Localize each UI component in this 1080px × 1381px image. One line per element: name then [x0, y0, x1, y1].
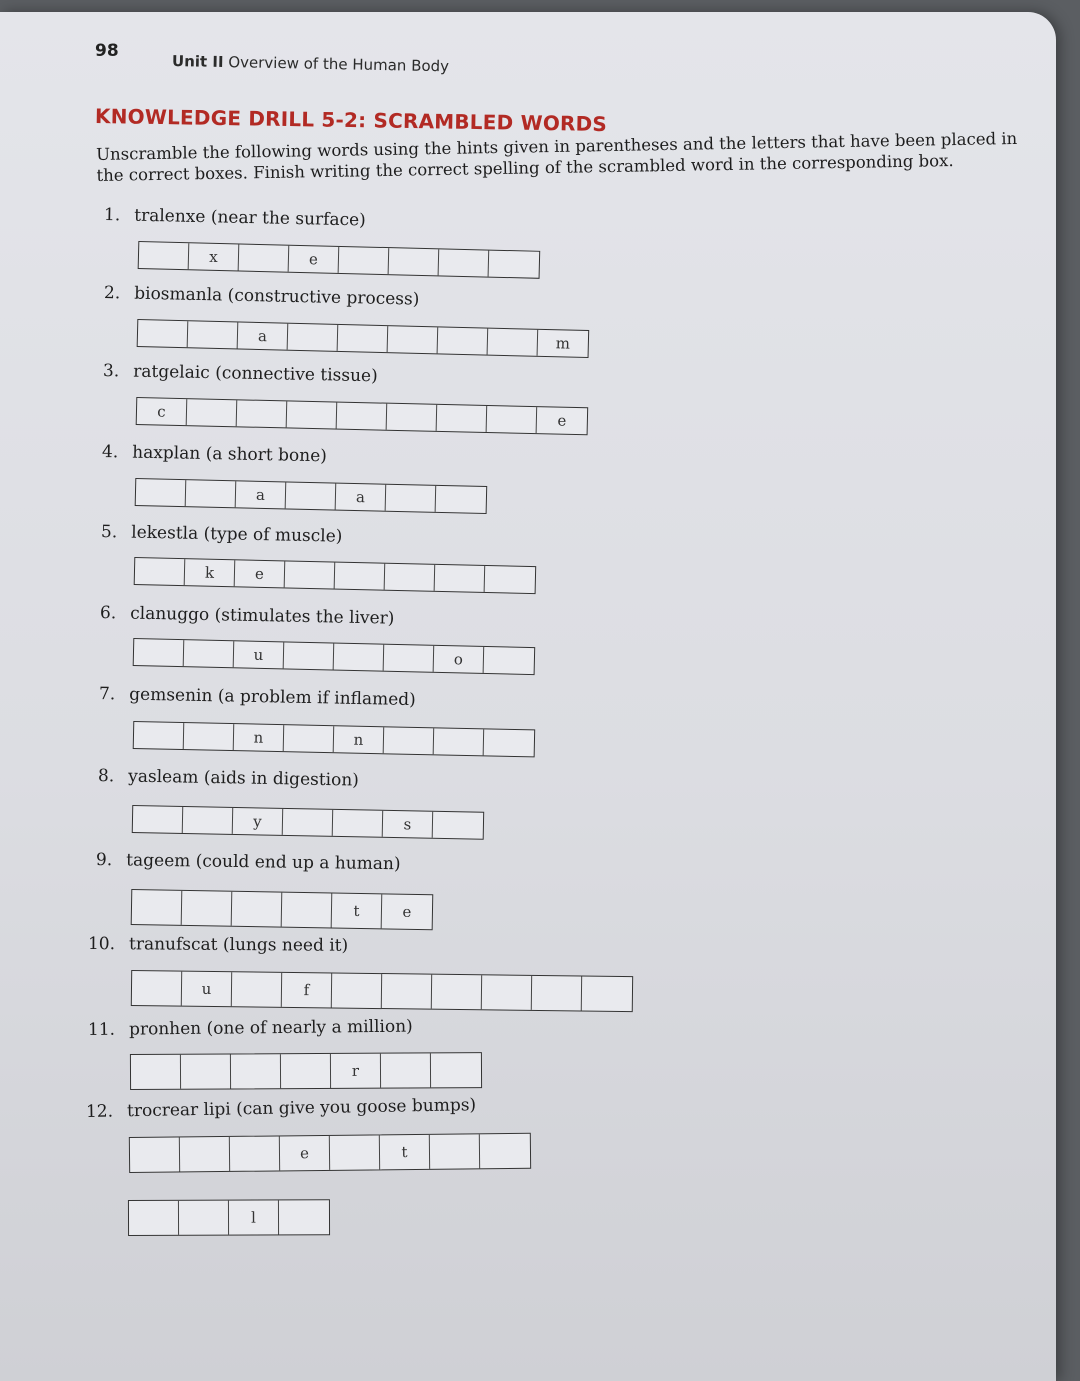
item-clue: biosmanla (constructive process) [134, 283, 420, 310]
item-number: 1. [103, 205, 121, 226]
answer-cell[interactable] [582, 977, 632, 1012]
answer-cell[interactable] [136, 479, 187, 506]
drill-title: KNOWLEDGE DRILL 5-2: SCRAMBLED WORDS [94, 104, 608, 137]
answer-cell[interactable] [231, 1054, 281, 1088]
item-number: 2. [103, 283, 121, 304]
answer-cell[interactable] [381, 1053, 431, 1087]
answer-cell[interactable] [186, 480, 237, 507]
given-letter-cell: n [234, 724, 285, 751]
answer-cell[interactable] [435, 565, 486, 592]
given-letter-cell: a [238, 322, 289, 349]
answer-cell[interactable] [437, 405, 488, 432]
drill-instructions: Unscramble the following words using the hints given in parentheses and the letters that have been placed in the correct boxes. Finish writing the correct spelling of the scrambled word in the corresponding box. [96, 128, 1018, 185]
item-clue: lekestla (type of muscle) [131, 522, 343, 547]
answer-cell[interactable] [484, 729, 535, 756]
answer-cell[interactable] [181, 1054, 231, 1088]
drill-item [88, 1017, 413, 1040]
item-number: 5. [100, 522, 118, 543]
answer-cell[interactable] [382, 974, 432, 1009]
item-clue: yasleam (aids in digestion) [128, 766, 360, 791]
answer-boxes [134, 557, 537, 594]
answer-cell[interactable] [387, 404, 438, 431]
answer-cell[interactable] [230, 1136, 280, 1171]
answer-cell[interactable] [330, 1135, 380, 1170]
item-number: 4. [101, 442, 119, 463]
answer-cell[interactable] [431, 1053, 481, 1087]
given-letter-cell: s [383, 811, 433, 838]
answer-boxes [131, 970, 633, 1012]
answer-cell[interactable] [480, 1134, 530, 1169]
answer-boxes [131, 889, 434, 930]
answer-cell[interactable] [430, 1134, 480, 1169]
answer-cell[interactable] [288, 324, 339, 351]
drill-item [101, 522, 343, 547]
answer-cell[interactable] [332, 973, 382, 1008]
given-letter-cell: e [289, 246, 340, 273]
given-letter-cell: m [555, 334, 571, 353]
item-number: 3. [102, 361, 120, 382]
answer-cell[interactable] [188, 321, 239, 348]
running-head [172, 52, 449, 75]
drill-item [96, 850, 401, 874]
answer-boxes [135, 478, 488, 514]
answer-cell[interactable] [333, 810, 383, 837]
answer-cell[interactable] [287, 401, 338, 428]
drill-item [102, 442, 327, 466]
answer-cell[interactable] [433, 812, 483, 839]
answer-cell[interactable] [485, 566, 536, 593]
given-letter-cell: l [229, 1200, 279, 1234]
item-number: 6. [99, 603, 117, 624]
answer-cell[interactable] [284, 642, 335, 669]
answer-cell[interactable] [138, 320, 189, 347]
answer-cell[interactable] [279, 1200, 329, 1234]
given-letter-cell: e [402, 902, 412, 921]
item-clue: tranufscat (lungs need it) [128, 934, 349, 956]
item-clue: tralenxe (near the surface) [134, 205, 366, 231]
given-letter-cell: a [236, 481, 287, 508]
answer-cell[interactable] [135, 558, 186, 585]
answer-cell[interactable] [133, 806, 183, 833]
answer-cell[interactable] [384, 727, 435, 754]
answer-cell[interactable] [434, 728, 485, 755]
given-letter-cell: c [137, 398, 188, 425]
item-number: 10. [87, 934, 116, 955]
answer-boxes [129, 1133, 531, 1173]
given-letter-cell: e [280, 1136, 330, 1171]
answer-cell[interactable] [283, 809, 333, 836]
answer-boxes [128, 1199, 330, 1236]
drill-item [88, 934, 348, 956]
answer-cell[interactable] [184, 723, 235, 750]
answer-cell[interactable] [132, 971, 182, 1006]
given-letter-cell: t [332, 894, 383, 929]
answer-boxes [137, 319, 590, 358]
answer-cell[interactable] [282, 893, 333, 928]
item-number: 7. [98, 684, 116, 705]
item-clue: trocrear lipi (can give you goose bumps) [126, 1095, 477, 1122]
item-number: 11. [87, 1019, 116, 1040]
answer-cell[interactable] [284, 725, 335, 752]
given-letter-cell: o [434, 646, 485, 673]
answer-cell[interactable] [232, 892, 283, 927]
drill-item [98, 766, 359, 791]
given-letter-cell: u [182, 972, 232, 1007]
answer-cell[interactable] [484, 647, 535, 674]
answer-cell[interactable] [129, 1201, 179, 1235]
answer-cell[interactable] [386, 485, 437, 512]
given-letter-cell: f [282, 973, 332, 1008]
answer-cell[interactable] [134, 722, 185, 749]
answer-cell[interactable] [385, 564, 436, 591]
item-clue: clanuggo (stimulates the liver) [130, 603, 395, 629]
item-number: 9. [95, 850, 113, 871]
answer-boxes [133, 721, 535, 757]
answer-cell[interactable] [187, 399, 238, 426]
answer-cell[interactable] [179, 1201, 229, 1235]
answer-cell[interactable] [335, 563, 386, 590]
answer-cell[interactable] [131, 1055, 181, 1089]
answer-cell[interactable] [389, 248, 440, 275]
drill-item [86, 1095, 476, 1122]
item-clue: haxplan (a short bone) [132, 442, 328, 467]
given-letter-cell: e [235, 560, 286, 587]
unit-title: Overview of the Human Body [228, 53, 450, 76]
drill-item [99, 684, 416, 710]
given-letter-cell: e [557, 411, 567, 430]
answer-boxes [133, 638, 536, 675]
drill-item [104, 283, 420, 310]
item-number: 12. [85, 1101, 114, 1122]
drill-item [100, 603, 395, 629]
answer-cell[interactable] [388, 326, 439, 353]
answer-cell[interactable] [183, 807, 233, 834]
answer-cell[interactable] [130, 1137, 180, 1172]
answer-cell[interactable] [338, 325, 389, 352]
page-number: 98 [95, 41, 119, 61]
answer-cell[interactable] [334, 644, 385, 671]
answer-cell[interactable] [339, 247, 390, 274]
answer-cell[interactable] [285, 561, 336, 588]
answer-cell[interactable] [436, 486, 487, 513]
item-clue: ratgelaic (connective tissue) [133, 361, 378, 387]
answer-boxes [136, 397, 589, 435]
answer-cell[interactable] [286, 482, 337, 509]
answer-boxes [132, 805, 484, 840]
given-letter-cell: x [189, 243, 240, 270]
answer-cell[interactable] [432, 975, 482, 1010]
given-letter-cell: y [233, 808, 283, 835]
answer-cell[interactable] [482, 975, 532, 1010]
workbook-page [0, 12, 1056, 1381]
drill-item [104, 205, 366, 230]
given-letter-cell: n [334, 726, 385, 753]
answer-cell[interactable] [384, 645, 435, 672]
answer-boxes [130, 1052, 482, 1090]
answer-boxes [138, 241, 541, 279]
given-letter-cell: r [331, 1054, 381, 1088]
answer-cell[interactable] [239, 244, 290, 271]
item-clue: pronhen (one of nearly a million) [128, 1016, 413, 1040]
given-letter-cell: a [336, 484, 387, 511]
answer-cell[interactable] [487, 406, 538, 433]
given-letter-cell: k [185, 559, 236, 586]
given-letter-cell: u [234, 641, 285, 668]
item-clue: tageem (could end up a human) [126, 850, 401, 875]
answer-cell[interactable] [139, 242, 190, 269]
answer-cell[interactable] [182, 891, 233, 926]
answer-cell[interactable] [337, 403, 388, 430]
answer-cell[interactable] [237, 400, 288, 427]
answer-cell[interactable] [488, 329, 539, 356]
answer-cell[interactable] [184, 640, 235, 667]
answer-cell[interactable] [281, 1054, 331, 1088]
given-letter-cell: t [380, 1135, 430, 1170]
answer-cell[interactable] [132, 890, 183, 925]
answer-cell[interactable] [134, 639, 185, 666]
answer-cell[interactable] [232, 972, 282, 1007]
answer-cell[interactable] [180, 1137, 230, 1172]
answer-cell[interactable] [532, 976, 582, 1011]
answer-cell[interactable] [439, 249, 490, 276]
answer-cell[interactable] [489, 251, 540, 278]
item-clue: gemsenin (a problem if inflamed) [129, 684, 416, 711]
item-number: 8. [97, 766, 115, 787]
unit-label: Unit II [171, 52, 224, 71]
answer-cell[interactable] [438, 327, 489, 354]
drill-item [103, 361, 378, 386]
